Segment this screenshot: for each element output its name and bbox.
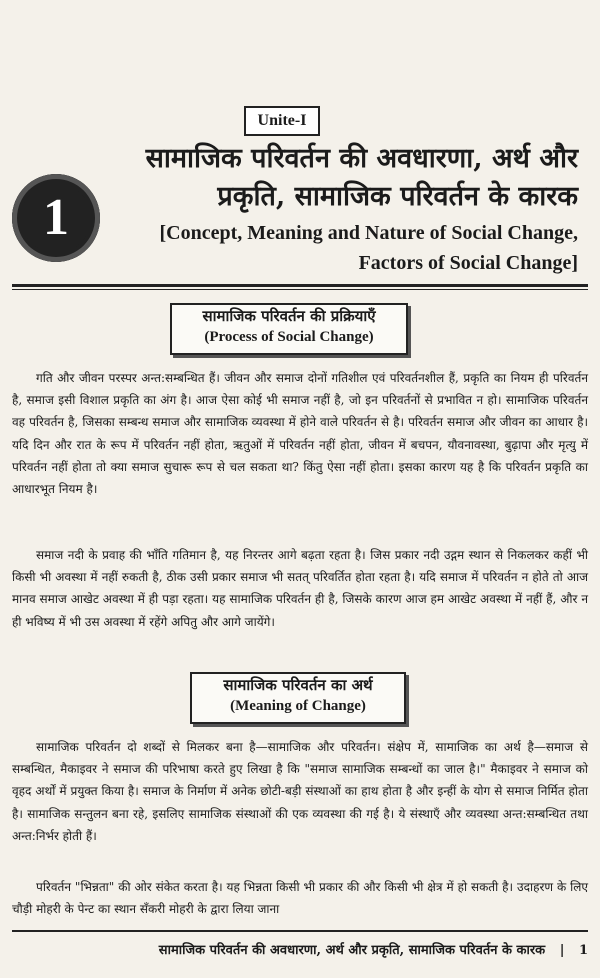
- chapter-title-english: [Concept, Meaning and Nature of Social Change, Factors of Social Change]: [159, 222, 578, 274]
- unit-label: Unite-I: [244, 106, 320, 136]
- section-heading-english: (Meaning of Change): [230, 698, 366, 714]
- section-heading-english: (Process of Social Change): [204, 329, 374, 345]
- paragraph: सामाजिक परिवर्तन दो शब्दों से मिलकर बना है—सामाजिक और परिवर्तन। संक्षेप में, सामाजिक का अर्थ है—समाज से सम्बन्धित, मैकाइवर ने समाज की परिभाषा करते हुए लिखा है कि "समाज सामाजिक सम्बन्धों का जाल है।" मैकाइवर ने समाज को वृहद अर्थों में प्रयुक्त किया है। समाज के निर्माण में अनेक छोटी-बड़ी संस्थाओं का हाथ होता है और इन्हीं के योग से समाज निर्मित होता है। सामाजिक सन्तुलन बना रहे, इसलिए सामाजिक संस्थाओं की एक व्यवस्था की गई है। ये संस्थाएँ और व्यवस्था अन्त:सम्बन्धित तथा अन्त:निर्भर होती हैं।: [12, 740, 588, 843]
- section-heading-process: [170, 303, 408, 355]
- page-separator: |: [559, 943, 565, 958]
- page-footer: [12, 930, 588, 958]
- page-number: 1: [578, 943, 588, 958]
- paragraph: गति और जीवन परस्पर अन्त:सम्बन्धित हैं। जीवन और समाज दोनों गतिशील एवं परिवर्तनशील हैं, प्रकृति का नियम ही परिवर्तन है, समाज इसी विशाल प्रकृति का अंग है। आज ऐसा कोई भी समाज नहीं है, जो इन परिवर्तनों से प्रभावित न हो। सामाजिक परिवर्तन वह परिवर्तन है, जिसका सम्बन्ध समाज और सामाजिक व्यवस्था में होने वाले परिवर्तन से है। परिवर्तन समाज और जीवन का आधार है। यदि दिन और रात के रूप में परिवर्तन नहीं होता, ऋतुओं में परिवर्तन नहीं होता, जीवन में बचपन, यौवनावस्था, बुढ़ापा और मृत्यु में परिवर्तन नहीं होता तो क्या समाज सुचारू रूप से चल सकता था? किंतु ऐसा नहीं होता। इसका कारण यह है कि परिवर्तन प्रकृति का आधारभूत नियम है।: [12, 371, 588, 497]
- chapter-title-hindi: सामाजिक परिवर्तन की अवधारणा, अर्थ और प्रकृति, सामाजिक परिवर्तन के कारक: [145, 143, 578, 212]
- section-heading-meaning: [190, 672, 406, 724]
- title-divider-thin: [12, 289, 588, 290]
- section-heading-hindi: सामाजिक परिवर्तन की प्रक्रियाएँ: [202, 307, 376, 325]
- paragraph: समाज नदी के प्रवाह की भाँति गतिमान है, यह निरन्तर आगे बढ़ता रहता है। जिस प्रकार नदी उद्गम स्थान से निकलकर कहीं भी किसी भी अवस्था में नहीं रुकती है, ठीक उसी प्रकार समाज भी सतत् परिवर्तित होता रहता है। यदि समाज में परिवर्तन न होते तो आज मानव समाज आखेट अवस्था में ही पड़ा रहता। यह सामाजिक परिवर्तन ही है, जिसके कारण आज हम आखेट अवस्था में नहीं हैं, और न ही भविष्य में भी उस अवस्था में रहेंगे अपितु और आगे जायेंगे।: [12, 548, 588, 629]
- chapter-number: 1: [43, 189, 69, 246]
- running-title: सामाजिक परिवर्तन की अवधारणा, अर्थ और प्रकृति, सामाजिक परिवर्तन के कारक: [158, 943, 546, 958]
- title-divider: [12, 284, 588, 287]
- paragraph: परिवर्तन "भिन्नता" की ओर संकेत करता है। यह भिन्नता किसी भी प्रकार की और किसी भी क्षेत्र में हो सकती है। उदाहरण के लिए चौड़ी मोहरी के पेन्ट का स्थान सँकरी मोहरी के द्वारा लिया जाना: [12, 880, 588, 917]
- section-heading-hindi: सामाजिक परिवर्तन का अर्थ: [223, 676, 373, 694]
- chapter-badge: [12, 174, 100, 262]
